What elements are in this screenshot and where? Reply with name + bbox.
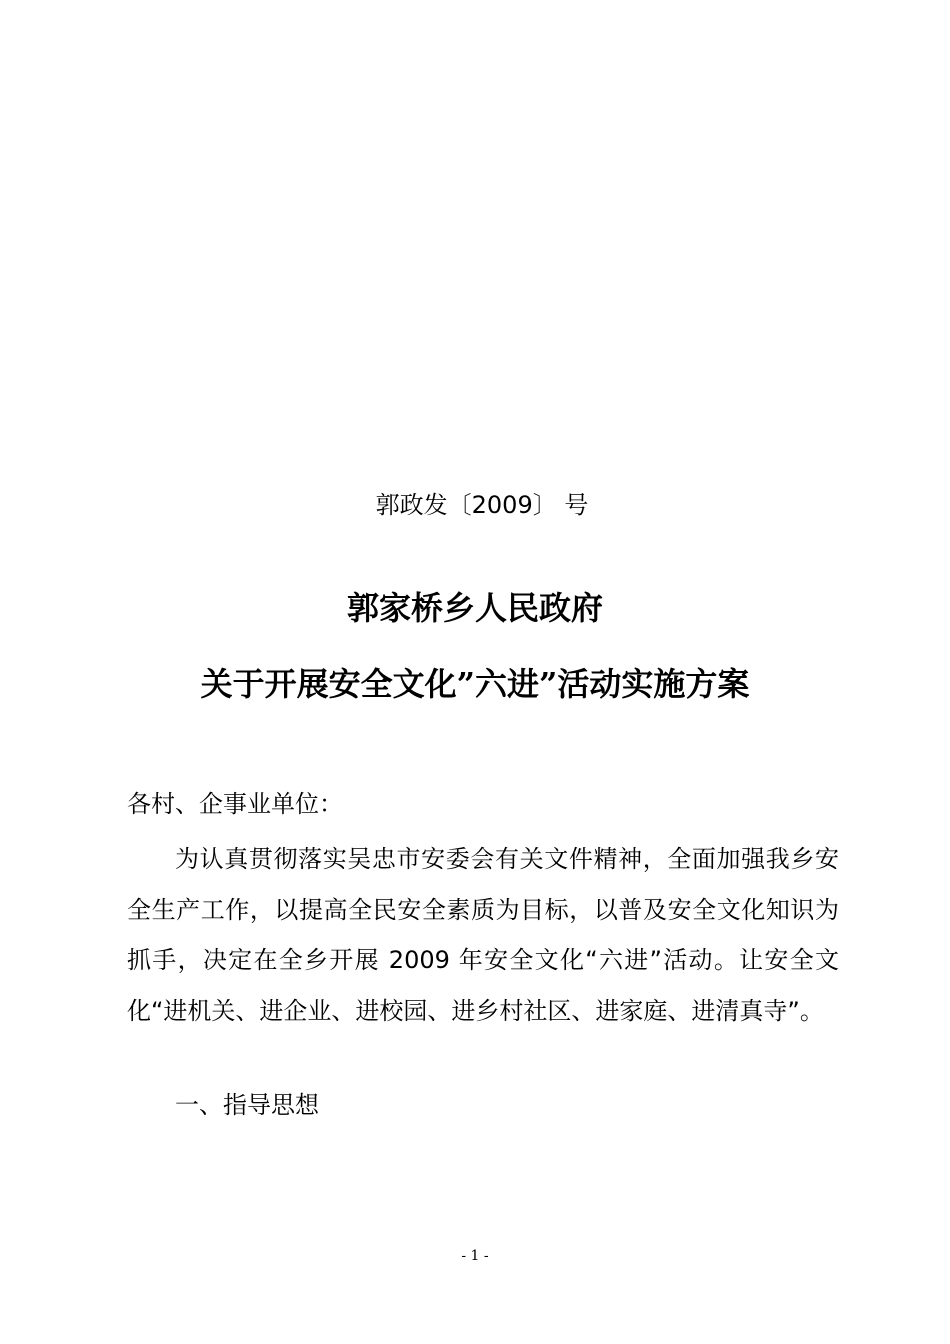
body-paragraph: 为认真贯彻落实吴忠市安委会有关文件精神，全面加强我乡安全生产工作，以提高全民安全素质为目标，以普及安全文化知识为抓手，决定在全乡开展 2009 年安全文化“六进”活动。让安全文化“进机关、进企业、进校园、进乡村社区、进家庭、进清真寺”。: [127, 845, 839, 1025]
document-number: 郭政发〔2009〕 号: [375, 491, 589, 519]
salutation: 各村、企事业单位：: [127, 790, 343, 818]
document-title-line-1: 郭家桥乡人民政府: [346, 589, 603, 627]
page-number: - 1 -: [461, 1248, 489, 1264]
section-heading: 一、指导思想: [175, 1091, 319, 1119]
document-title-line-2: 关于开展安全文化”六进”活动实施方案: [200, 665, 750, 703]
